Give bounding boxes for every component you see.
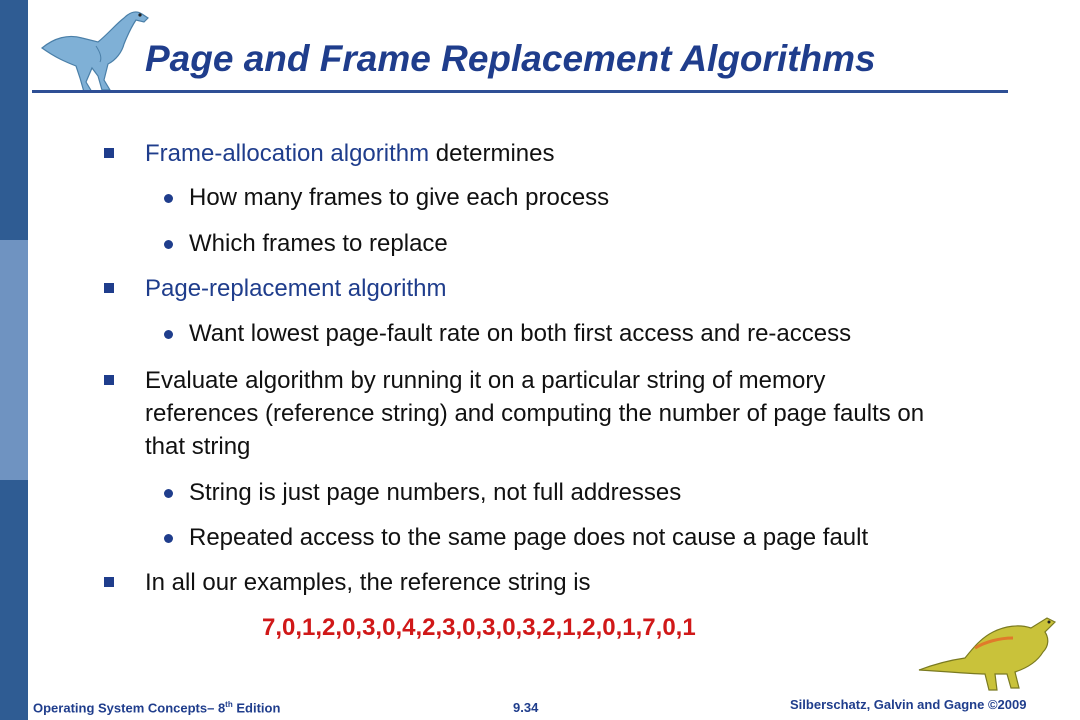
left-bar-segment-top: [0, 0, 28, 240]
title-divider: [32, 90, 1008, 93]
left-decorative-bar: [0, 0, 28, 720]
footer-page-number: 9.34: [513, 700, 539, 715]
square-bullet-icon: [104, 375, 114, 385]
term-page-replacement: Page-replacement algorithm: [145, 275, 447, 302]
bullet-text: determines: [429, 140, 555, 167]
dinosaur-bottom-illustration: [915, 608, 1065, 700]
round-bullet-icon: [164, 534, 173, 543]
bullet-evaluate-text: [145, 364, 1065, 463]
term-frame-allocation: Frame-allocation algorithm: [145, 140, 430, 167]
square-bullet-icon: [104, 577, 114, 587]
evaluate-line-3: that string: [145, 433, 251, 460]
square-bullet-icon: [104, 148, 114, 158]
reference-string: 7,0,1,2,0,3,0,4,2,3,0,3,0,3,2,1,2,0,1,7,0,1: [262, 614, 696, 641]
left-bar-segment-middle: [0, 240, 28, 480]
bullet-text: In all our examples, the reference string is: [145, 569, 591, 596]
sub-bullet-text: Repeated access to the same page does not cause a page fault: [189, 524, 869, 551]
sub-bullet-text: How many frames to give each process: [189, 184, 610, 211]
evaluate-line-2: references (reference string) and computing the number of page faults on: [145, 400, 925, 427]
evaluate-line-1: Evaluate algorithm by running it on a particular string of memory: [145, 367, 826, 394]
sub-bullet-text: Want lowest page-fault rate on both first access and re-access: [189, 320, 852, 347]
round-bullet-icon: [164, 194, 173, 203]
round-bullet-icon: [164, 330, 173, 339]
footer-authors: Silberschatz, Galvin and Gagne ©2009: [790, 697, 1027, 712]
square-bullet-icon: [104, 283, 114, 293]
round-bullet-icon: [164, 489, 173, 498]
left-bar-segment-bottom: [0, 480, 28, 720]
slide-title: Page and Frame Replacement Algorithms: [145, 38, 876, 79]
round-bullet-icon: [164, 240, 173, 249]
sub-bullet-text: Which frames to replace: [189, 230, 448, 257]
sub-bullet-text: String is just page numbers, not full addresses: [189, 479, 682, 506]
footer-book-title: Operating System Concepts– 8th Edition: [33, 700, 281, 716]
